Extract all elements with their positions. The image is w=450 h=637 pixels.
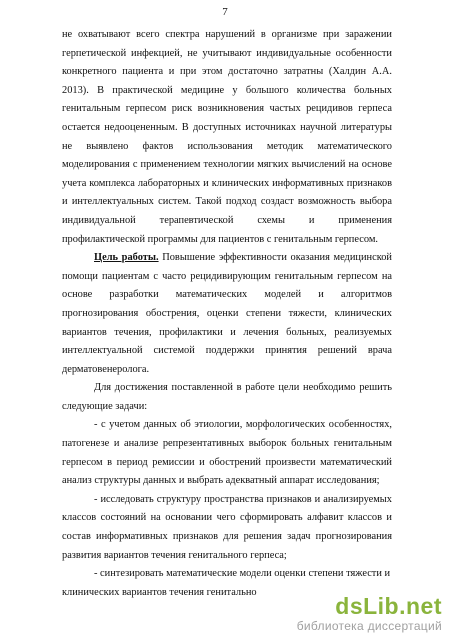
paragraph-goal (62, 249, 392, 379)
document-body (62, 26, 392, 602)
task-item-2: - исследовать структуру пространства признаков и анализируемых классов состояний на основании чего сформировать алфавит классов и состав информативных признаков для решения задач прогнозирования развития вариантов течения генитального герпеса; (62, 493, 392, 561)
task-item-3-continued: клинических вариантов течения генитально (62, 586, 257, 598)
goal-text: Повышение эффективности оказания медицинской помощи пациентам с часто рецидивирующим генитальным герпесом на основе разработки математических моделей и алгоритмов прогнозирования обострения, оценки степени тяжести, клинических вариантов течения, профилактики и лечения больных, реализуемых интеллектуальной системой поддержки принятия решений врача дерматовенеролога. (62, 252, 392, 375)
task-item-3: - синтезировать математические модели оценки степени тяжести и (94, 568, 391, 580)
watermark-brand: dsLib.net (335, 593, 442, 619)
paragraph-tasks-intro: Для достижения поставленной в работе цели необходимо решить следующие задачи: (62, 382, 392, 412)
watermark-subtitle: библиотека диссертаций (296, 619, 442, 633)
goal-label: Цель работы. (94, 252, 159, 264)
page-number: 7 (222, 6, 228, 18)
task-item-1: - с учетом данных об этиологии, морфологических особенностях, патогенезе и анализе репрезентативных выборок больных генитальным герпесом в период ремиссии и обострений произвести математический анализ структуры данных и выбрать адекватный аппарат исследования; (62, 419, 392, 487)
paragraph-intro: не охватывают всего спектра нарушений в организме при заражении герпетической инфекцией, не учитывают индивидуальные особенности конкретного пациента и при этом достаточно затратны (Халдин А.А. 2013). В практической медицине у большого количества больных генитальным герпесом риск возникновения частых рецидивов герпеса остается недооцененным. В доступных источниках научной литературы не выявлено фактов использования методик математического моделирования с применением технологии мягких вычислений на основе учета комплекса лабораторных и клинических информативных признаков и интеллектуальных систем. Такой подход создаст возможность выбора индивидуальной терапевтической схемы и применения профилактической программы для пациентов с генитальным герпесом. (62, 29, 392, 245)
watermark (297, 593, 442, 633)
